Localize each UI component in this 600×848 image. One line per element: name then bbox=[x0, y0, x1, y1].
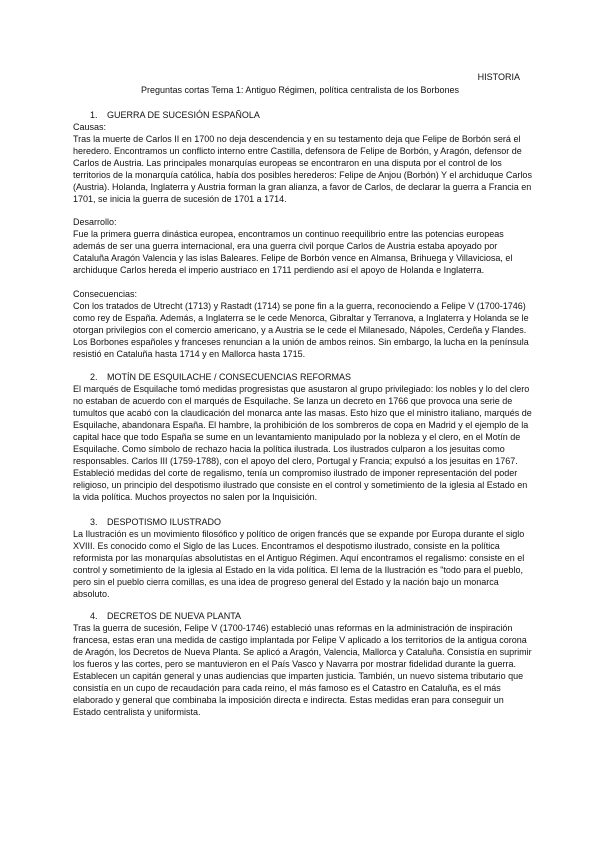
consecuencias-label: Consecuencias: bbox=[73, 289, 138, 299]
section-4-body bbox=[73, 622, 533, 718]
section-4-text: Tras la guerra de sucesión, Felipe V (1700-1746) estableció unas reformas en la administración de inspiración francesa, estas eran una medida de castigo implantada por Felipe V aplicado a los territorios de la antigua corona de Aragón, los Decretos de Nueva Planta. Se aplicó a Aragón, Valencia, Mallorca y Cataluña. Consistía en suprimir los fueros y las cortes, pero se mantuvieron en el País Vasco y Navarra por mostrar fidelidad durante la guerra. Establecen un capitán general y unas audiencias que imparten justicia. También, un nuevo sistema tributario que consistía en un cupo de recaudación para cada reino, el más famoso es el Catastro en Cataluña, es el más elaborado y general que combinaba la imposición directa e indirecta. Estas medidas eran para conseguir un Estado centralista y uniformista. bbox=[73, 623, 532, 717]
section-1-causas bbox=[73, 121, 533, 205]
section-1-desarrollo bbox=[73, 216, 533, 276]
causas-label: Causas: bbox=[73, 122, 107, 132]
section-1-number: 1. bbox=[90, 110, 98, 120]
desarrollo-label: Desarrollo: bbox=[73, 217, 117, 227]
section-3-body bbox=[73, 528, 533, 600]
causas-text: Tras la muerte de Carlos II en 1700 no deja descendencia y en su testamento deja que Felipe de Borbón será el heredero. Encontramos un conflicto interno entre Castilla, defensora de Felipe de Borbón, y Aragón, defensor de Carlos de Austria. Las principales monarquías europeas se encontraron en una disputa por el control de los territorios de la monarquía católica, había dos posibles herederos: Felipe de Anjou (Borbón) Y el archiduque Carlos (Austria). Holanda, Inglaterra y Austria forman la gran alianza, a favor de Carlos, de declarar la guerra a Francia en 1701, se inicia la guerra de sucesión de 1701 a 1714. bbox=[73, 134, 532, 204]
consecuencias-text: Con los tratados de Utrecht (1713) y Rastadt (1714) se pone fin a la guerra, reconociendo a Felipe V (1700-1746) como rey de España. Además, a Inglaterra se le cede Menorca, Gibraltar y Terranova, a Inglaterra y Holanda se le otorgan privilegios con el comercio americano, y a Austria se le cede el Milanesado, Nápoles, Cerdeña y Flandes. Los Borbones españoles y franceses renuncian a la unión de ambos reinos. Sin embargo, la lucha en la península resistió en Cataluña hasta 1714 y en Mallorca hasta 1715. bbox=[73, 301, 529, 359]
section-2-heading bbox=[90, 371, 351, 383]
subject-label: HISTORIA bbox=[477, 72, 520, 82]
section-2-body bbox=[73, 383, 533, 503]
section-4-title: DECRETOS DE NUEVA PLANTA bbox=[107, 611, 242, 621]
section-3-text: La Ilustración es un movimiento filosófico y político de origen francés que se expande por Europa durante el siglo XVIII. Es conocido como el Siglo de las Luces. Encontramos el despotismo ilustrado, consiste en la política reformista por las monarquías absolutistas en el Antiguo Régimen. Aquí encontramos el regalismo: consiste en el control y sometimiento de la iglesia al Estado en la vida política. El lema de la Ilustración es "todo para el pueblo, pero sin el pueblo cierra comillas, es una idea de progreso general del Estado y la nación bajo un monarca absoluto. bbox=[73, 529, 525, 599]
section-1-consecuencias bbox=[73, 288, 533, 360]
section-3-heading bbox=[90, 516, 221, 528]
section-4-number: 4. bbox=[90, 611, 98, 621]
desarrollo-text: Fue la primera guerra dinástica europea, encontramos un continuo reequilibrio entre las potencias europeas además de ser una guerra internacional, era una guerra civil porque Carlos de Austria estaba apoyado por Cataluña Aragón Valencia y las islas Baleares. Felipe de Borbón vence en Almansa, Brihuega y Villaviciosa, el archiduque Carlos hereda el imperio austriaco en 1711 perdiendo así el apoyo de Holanda e Inglaterra. bbox=[73, 229, 513, 275]
section-1-heading bbox=[90, 109, 260, 121]
section-3-title: DESPOTISMO ILUSTRADO bbox=[107, 517, 222, 527]
section-2-text: El marqués de Esquilache tomó medidas progresistas que asustaron al grupo privilegiado: los nobles y lo del clero no estaban de acuerdo con el marqués de Esquilache. Se lanza un decreto en 1766 que provoca una serie de tumultos que acabó con la claudicación del monarca ante las masas. Esto hizo que el ministro italiano, marqués de Esquilache, abandonara España. El hambre, la prohibición de los sombreros de copa en Madrid y el ejemplo de la capital hace que todo España se sume en un levantamiento manipulado por la nobleza y el clero, en el Motín de Esquilache. Como símbolo de rechazo hacia la política ilustrada. Los ilustrados culparon a los jesuitas como responsables. Carlos III (1759-1788), con el apoyo del clero, Portugal y Francia; expulsó a los jesuitas en 1767. Estableció medidas del corte de regalismo, tenía un compromiso ilustrado de imponer representación del poder religioso, un principio del despotismo ilustrado que consiste en el control y sometimiento de la iglesia al Estado en la vida política. Muchos proyectos no salen por la Inquisición. bbox=[73, 384, 532, 502]
section-4-heading bbox=[90, 610, 241, 622]
section-1-title: GUERRA DE SUCESIÓN ESPAÑOLA bbox=[107, 110, 260, 120]
section-2-title: MOTÍN DE ESQUILACHE / CONSECUENCIAS REFORMAS bbox=[107, 372, 352, 382]
document-title: Preguntas cortas Tema 1: Antiguo Régimen, política centralista de los Borbones bbox=[140, 85, 459, 95]
section-3-number: 3. bbox=[90, 517, 98, 527]
section-2-number: 2. bbox=[90, 372, 98, 382]
